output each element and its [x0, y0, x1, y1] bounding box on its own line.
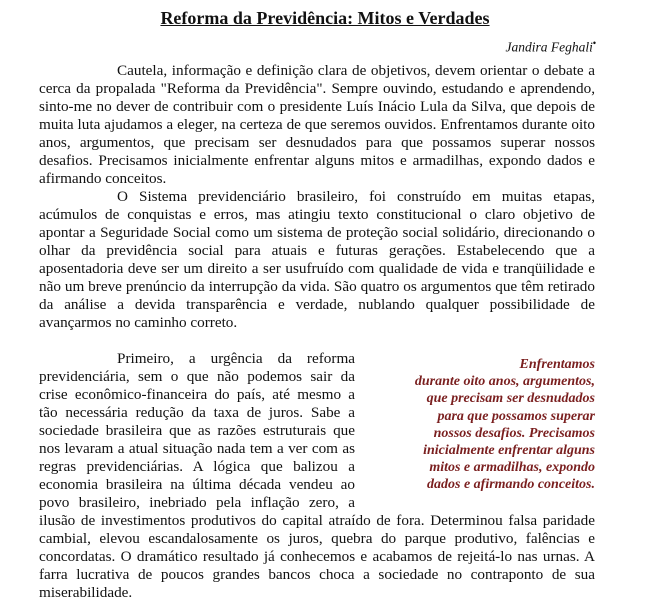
pull-quote-line: nossos desafios. Precisamos	[433, 425, 595, 441]
article-title: Reforma da Previdência: Mitos e Verdades	[160, 8, 490, 28]
pull-quote-line: mitos e armadilhas, expondo	[429, 460, 595, 476]
paragraph-3	[39, 350, 595, 602]
pull-quote-line: inicialmente enfrentar alguns	[423, 443, 595, 459]
author-name-text: Jandira Feghali	[505, 39, 593, 55]
pull-quote-line: Enfrentamos	[519, 357, 595, 372]
author-name	[505, 38, 596, 56]
pull-quote-line: que precisam ser desnudados	[426, 391, 595, 407]
pull-quote-line: dados e afirmando conceitos.	[427, 477, 595, 493]
paragraph-3-text: Primeiro, a urgência da reforma previdenciária, sem o que não podemos sair da crise econômico-financeira do país, até mesmo a tão necessária redução da taxa de juros. Sabe a sociedade brasileira que as razões estruturais que nos levaram a atual situação nada tem a ver com as regras previdenciárias. A lógica que balizou a economia brasileira na última década vendeu ao povo brasileiro, inebriado pela inflação zero, a ilusão de investimentos produtivos do capital atraído de fora. Determinou falsa paridade cambial, elevou escandalosamente os juros, quebra do parque produtivo, falências e concordatas. O dramático resultado já conhecemos e acabamos de rejeitá-lo nas urnas. A farra lucrativa de poucos grandes bancos choca a sociedade no contraponto de sua miserabilidade.	[39, 350, 595, 601]
author-footnote-mark: •	[592, 38, 596, 48]
paragraph-1: Cautela, informação e definição clara de objetivos, devem orientar o debate a cerca da propalada "Reforma da Previdência". Sempre ouvindo, estudando e aprendendo, sinto-me no dever de contribuir com o presidente Luís Inácio Lula da Silva, que depois de muita luta ajudamos a eleger, na certeza de que seremos ouvidos. Enfrentamos durante oito anos, argumentos, que precisam ser desnudados para que possamos superar nossos desafios. Precisamos inicialmente enfrentar alguns mitos e armadilhas, expondo dados e afirmando conceitos.	[39, 62, 595, 187]
paragraph-2: O Sistema previdenciário brasileiro, foi construído em muitas etapas, acúmulos de conquistas e erros, mas atingiu texto constitucional o claro objetivo de apontar a Seguridade Social como um sistema de proteção social solidário, direcionando o olhar da previdência social para atuais e futuras gerações. Estabelecendo que a aposentadoria deve ser um direito a ser usufruído com qualidade de vida e tranqüilidade e não um breve prenúncio da interrupção da vida. São quatro os argumentos que têm retirado da análise a devida transparência e verdade, nublando qualquer possibilidade de avançarmos no caminho correto.	[39, 188, 595, 331]
pull-quote-line: para que possamos superar	[437, 408, 595, 424]
pull-quote	[377, 356, 595, 500]
pull-quote-line: durante oito anos, argumentos,	[414, 374, 595, 390]
